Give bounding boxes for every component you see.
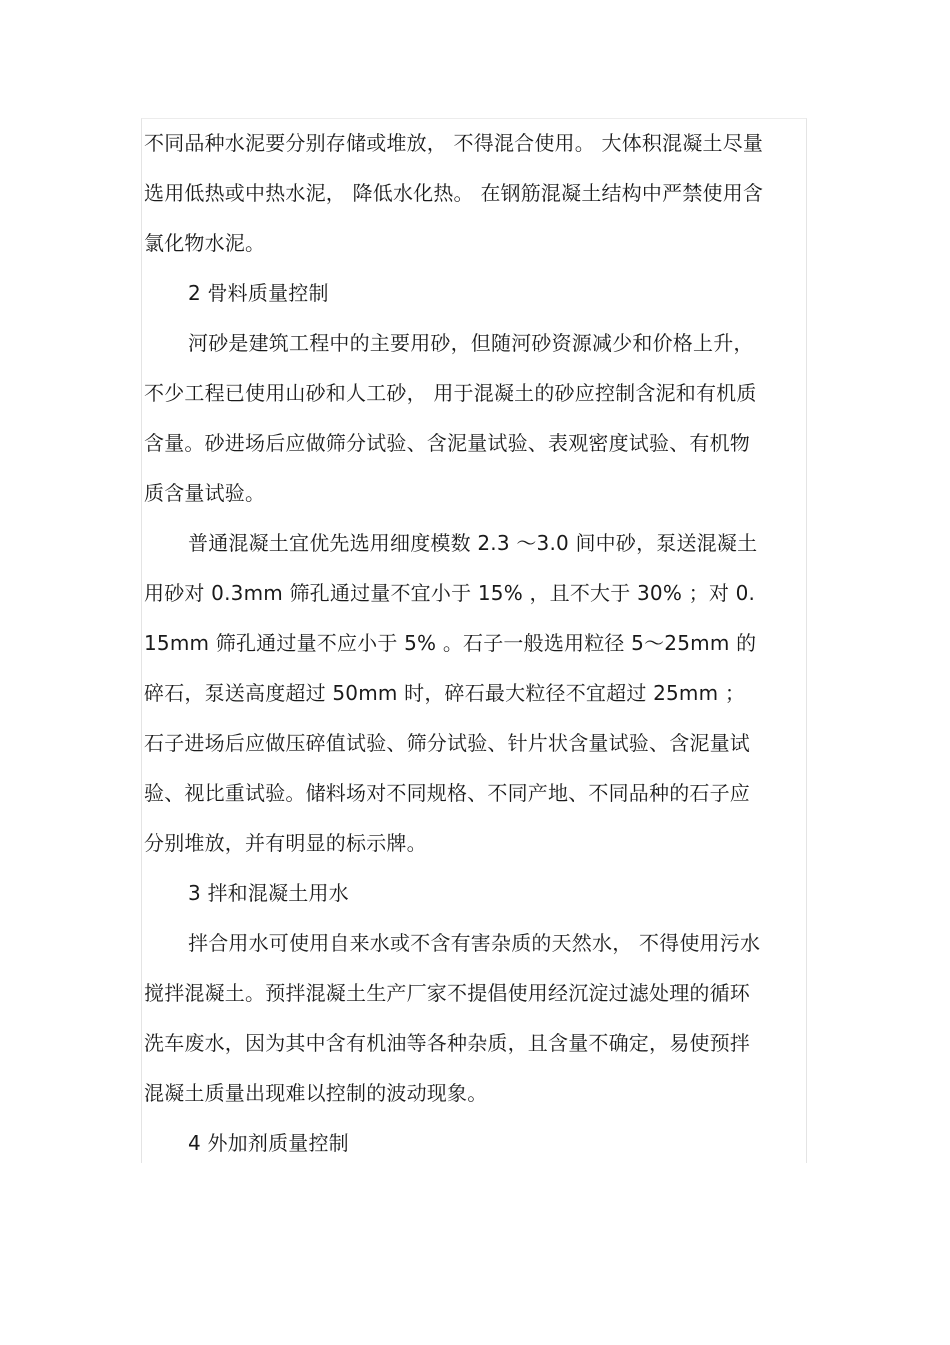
text-line: 15mm 筛孔通过量不应小于 5% 。石子一般选用粒径 5～25mm 的 (144, 631, 757, 655)
section-heading-aggregate: 2 骨料质量控制 (188, 281, 329, 305)
text-line: 不同品种水泥要分别存储或堆放， 不得混合使用。 大体积混凝土尽量 (144, 131, 764, 155)
text-line: 验、视比重试验。储料场对不同规格、不同产地、不同品种的石子应 (144, 781, 750, 805)
text-line: 洗车废水，因为其中含有机油等各种杂质，且含量不确定，易使预拌 (144, 1031, 750, 1055)
text-line: 河砂是建筑工程中的主要用砂，但随河砂资源减少和价格上升， (188, 331, 754, 355)
text-line: 不少工程已使用山砂和人工砂， 用于混凝土的砂应控制含泥和有机质 (144, 381, 757, 405)
text-line: 含量。砂进场后应做筛分试验、含泥量试验、表观密度试验、有机物 (144, 431, 750, 455)
text-line: 用砂对 0.3mm 筛孔通过量不宜小于 15% ，且不大于 30% ；对 0. (144, 581, 756, 605)
text-line: 石子进场后应做压碎值试验、筛分试验、针片状含量试验、含泥量试 (144, 731, 750, 755)
document-body (144, 118, 806, 1168)
text-line: 搅拌混凝土。预拌混凝土生产厂家不提倡使用经沉淀过滤处理的循环 (144, 981, 750, 1005)
text-line: 碎石，泵送高度超过 50mm 时，碎石最大粒径不宜超过 25mm ； (144, 681, 746, 705)
text-line: 拌合用水可使用自来水或不含有害杂质的天然水， 不得使用污水 (188, 931, 761, 955)
text-line: 选用低热或中热水泥， 降低水化热。 在钢筋混凝土结构中严禁使用含 (144, 181, 764, 205)
text-line: 质含量试验。 (144, 481, 266, 505)
section-heading-water: 3 拌和混凝土用水 (188, 881, 349, 905)
text-line: 混凝土质量出现难以控制的波动现象。 (144, 1081, 488, 1105)
text-line: 氯化物水泥。 (144, 231, 266, 255)
text-line: 普通混凝土宜优先选用细度模数 2.3 ～3.0 间中砂，泵送混凝土 (188, 531, 758, 555)
section-heading-admixture: 4 外加剂质量控制 (188, 1131, 349, 1155)
text-line: 分别堆放，并有明显的标示牌。 (144, 831, 427, 855)
